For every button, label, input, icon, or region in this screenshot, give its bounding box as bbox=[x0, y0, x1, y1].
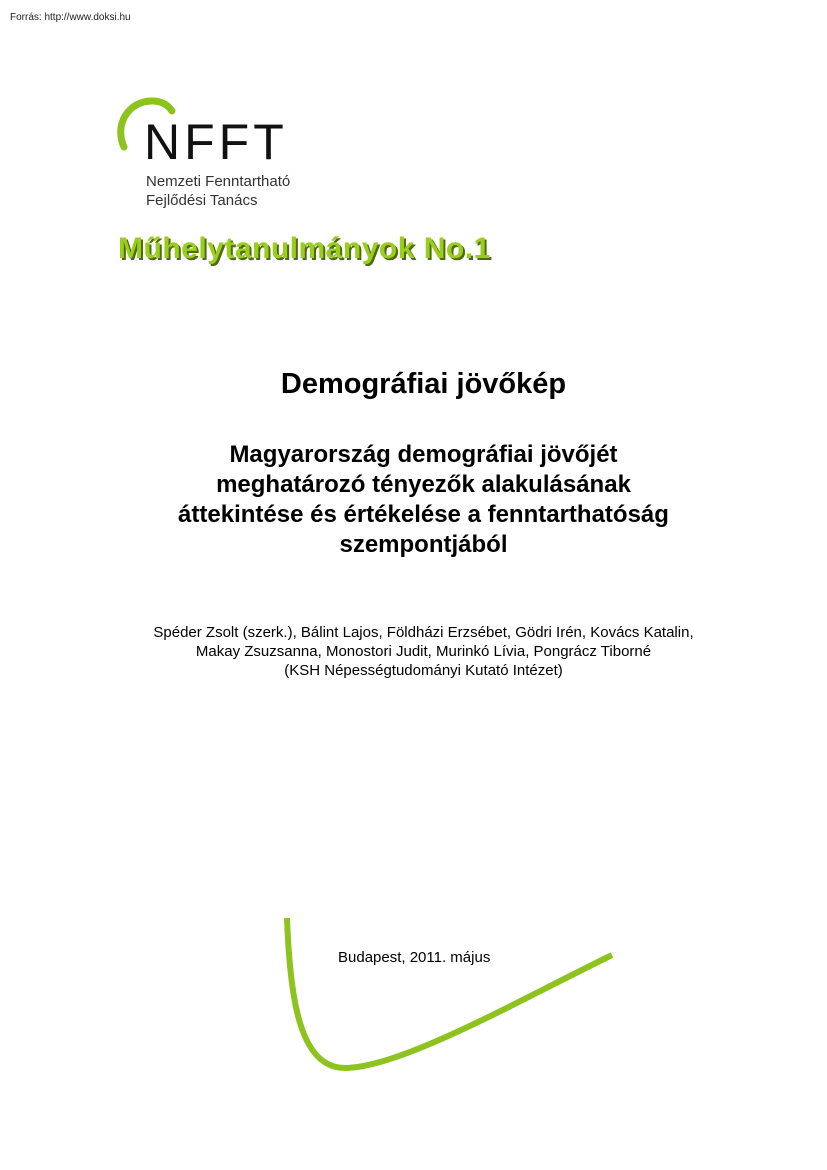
logo-subtitle-line-2: Fejlődési Tanács bbox=[146, 192, 258, 209]
subtitle-line: áttekintése és értékelése a fenntarthatóság bbox=[178, 501, 669, 528]
authors-line: Makay Zsuzsanna, Monostori Judit, Murinkó Lívia, Pongrácz Tiborné bbox=[195, 643, 652, 660]
place-date: Budapest, 2011. május bbox=[338, 949, 491, 966]
authors-block bbox=[80, 623, 767, 680]
logo-subtitle-line-1: Nemzeti Fenntartható bbox=[146, 173, 291, 190]
nfft-logo bbox=[110, 95, 350, 220]
subtitle-line: meghatározó tényezők alakulásának bbox=[216, 471, 631, 498]
series-title: Műhelytanulmányok No.1 bbox=[118, 232, 491, 265]
authors-line: Spéder Zsolt (szerk.), Bálint Lajos, Földházi Erzsébet, Gödri Irén, Kovács Katalin, bbox=[153, 624, 694, 641]
subtitle-line: Magyarország demográfiai jövőjét bbox=[229, 441, 618, 468]
subtitle-line: szempontjából bbox=[339, 531, 508, 558]
document-subtitle bbox=[100, 440, 747, 560]
source-note: Forrás: http://www.doksi.hu bbox=[10, 12, 131, 23]
document-title: Demográfiai jövőkép bbox=[280, 368, 567, 400]
logo-letters: NFFT bbox=[144, 114, 288, 170]
institute-line: (KSH Népességtudományi Kutató Intézet) bbox=[284, 662, 563, 679]
